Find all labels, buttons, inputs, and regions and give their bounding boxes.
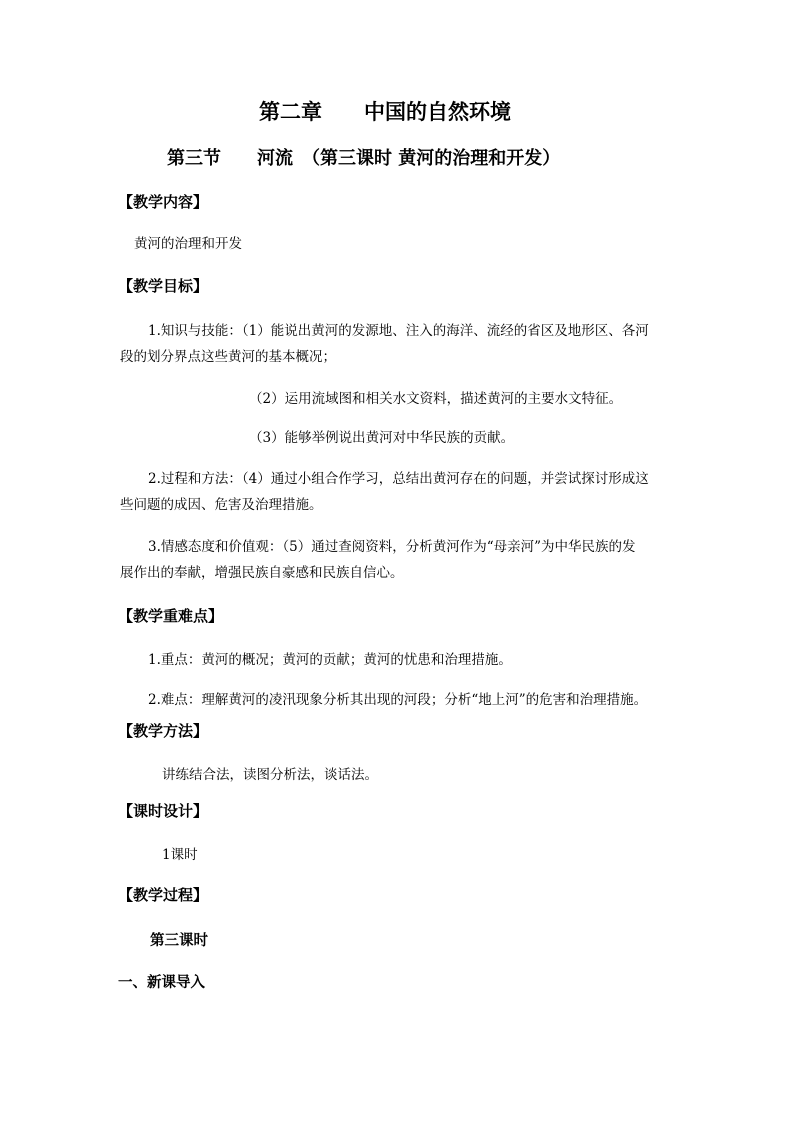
methods-text: 讲练结合法，读图分析法，谈话法。 <box>162 767 378 783</box>
objective-2-line-1: 2.过程和方法：（4）通过小组合作学习，总结出黄河存在的问题，并尝试探讨形成这 <box>148 471 649 487</box>
key-point-1: 1.重点：黄河的概况；黄河的贡献；黄河的忧患和治理措施。 <box>148 652 512 668</box>
content-text: 黄河的治理和开发 <box>134 236 242 252</box>
objective-1-sub-3: （3）能够举例说出黄河对中华民族的贡献。 <box>249 430 515 446</box>
objective-1-sub-2: （2）运用流域图和相关水文资料，描述黄河的主要水文特征。 <box>249 391 623 407</box>
section-title: 第三节 河流 （第三课时 黄河的治理和开发） <box>167 148 561 169</box>
key-point-2: 2.难点：理解黄河的凌汛现象分析其出现的河段；分析“地上河”的危害和治理措施。 <box>148 692 648 708</box>
chapter-title: 第二章 中国的自然环境 <box>259 99 511 124</box>
lesson-design-heading: 【课时设计】 <box>118 802 209 820</box>
objective-3-line-1: 3.情感态度和价值观：（5）通过查阅资料，分析黄河作为“母亲河”为中华民族的发 <box>148 539 636 555</box>
objective-1-line-1: 1.知识与技能：（1）能说出黄河的发源地、注入的海洋、流经的省区及地形区、各河 <box>148 323 649 339</box>
objective-3-line-2: 展作出的奉献，增强民族自豪感和民族自信心。 <box>120 565 404 581</box>
process-part-1: 一、新课导入 <box>118 974 205 991</box>
objective-2-line-2: 些问题的成因、危害及治理措施。 <box>120 497 323 513</box>
content-heading: 【教学内容】 <box>118 193 209 211</box>
process-lesson-title: 第三课时 <box>150 932 208 949</box>
objective-1-line-2: 段的划分界点这些黄河的基本概况； <box>120 349 336 365</box>
lesson-design-text: 1课时 <box>162 847 198 863</box>
methods-heading: 【教学方法】 <box>118 722 209 740</box>
key-points-heading: 【教学重难点】 <box>118 607 224 625</box>
process-heading: 【教学过程】 <box>118 886 209 904</box>
objectives-heading: 【教学目标】 <box>118 277 209 295</box>
